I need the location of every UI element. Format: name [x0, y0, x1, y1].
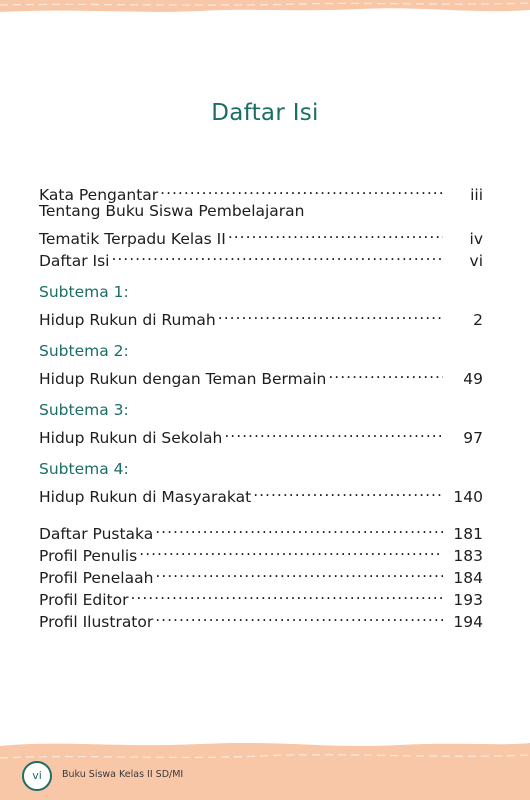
dot-leader: [111, 244, 443, 266]
dot-leader: [218, 303, 443, 325]
toc-entry-subtema-4[interactable]: [39, 480, 483, 506]
dot-leader: [155, 561, 443, 583]
dot-leader: [224, 421, 443, 443]
toc-entry-label: Profil Editor: [39, 591, 129, 609]
toc-entry-label: Daftar Pustaka: [39, 525, 154, 543]
subtema-heading-4: Subtema 4:: [39, 460, 129, 478]
dot-leader: [160, 178, 443, 200]
toc-entry-label: Profil Penelaah: [39, 569, 154, 587]
bottom-decorative-band: [0, 736, 530, 800]
subtema-heading-3: Subtema 3:: [39, 401, 129, 419]
dot-leader: [155, 517, 443, 539]
dot-leader: [328, 362, 443, 384]
toc-entry-page: vi: [469, 252, 483, 270]
subtema-heading-1: Subtema 1:: [39, 283, 129, 301]
toc-entry-page: iii: [470, 186, 483, 204]
footer-page-number: vi: [32, 769, 42, 782]
toc-entry-page: 140: [453, 488, 483, 506]
toc-entry-page: 193: [453, 591, 483, 609]
dot-leader: [130, 583, 443, 605]
dot-leader: [228, 222, 443, 244]
toc-entry-label: Tematik Terpadu Kelas II: [39, 230, 226, 248]
toc-entry-label: Profil Penulis: [39, 547, 138, 565]
toc-entry-subtema-2[interactable]: [39, 362, 483, 388]
dot-leader: [139, 539, 443, 561]
toc-entry-label: Hidup Rukun di Rumah: [39, 311, 216, 329]
page-title: Daftar Isi: [211, 100, 319, 126]
toc-entry-daftar-pustaka[interactable]: [39, 517, 483, 543]
footer-book-title: Buku Siswa Kelas II SD/MI: [62, 769, 184, 780]
dot-leader: [253, 480, 443, 502]
subtema-heading-2: Subtema 2:: [39, 342, 129, 360]
toc-entry-kata-pengantar[interactable]: [39, 178, 483, 204]
toc-entry-page: 49: [463, 370, 483, 388]
toc-entry-label: Daftar Isi: [39, 252, 110, 270]
toc-entry-label: Hidup Rukun di Sekolah: [39, 429, 223, 447]
toc-entry-subtema-3[interactable]: [39, 421, 483, 447]
toc-entry-label: Hidup Rukun dengan Teman Bermain: [39, 370, 327, 388]
table-of-contents: [39, 178, 483, 631]
toc-entry-subtema-1[interactable]: [39, 303, 483, 329]
toc-entry-page: 181: [453, 525, 483, 543]
toc-entry-page: 194: [453, 613, 483, 631]
toc-entry-page: 2: [473, 311, 483, 329]
toc-entry-label: Profil Ilustrator: [39, 613, 154, 631]
toc-entry-page: 183: [453, 547, 483, 565]
toc-entry-tentang[interactable]: [39, 222, 483, 248]
toc-entry-page: iv: [469, 230, 483, 248]
toc-entry-tentang-line1: Tentang Buku Siswa Pembelajaran: [39, 202, 305, 220]
dot-leader: [155, 605, 443, 627]
toc-entry-label: Kata Pengantar: [39, 186, 159, 204]
top-decorative-band: [0, 0, 530, 22]
toc-entry-page: 184: [453, 569, 483, 587]
toc-entry-page: 97: [463, 429, 483, 447]
toc-entry-label: Hidup Rukun di Masyarakat: [39, 488, 252, 506]
